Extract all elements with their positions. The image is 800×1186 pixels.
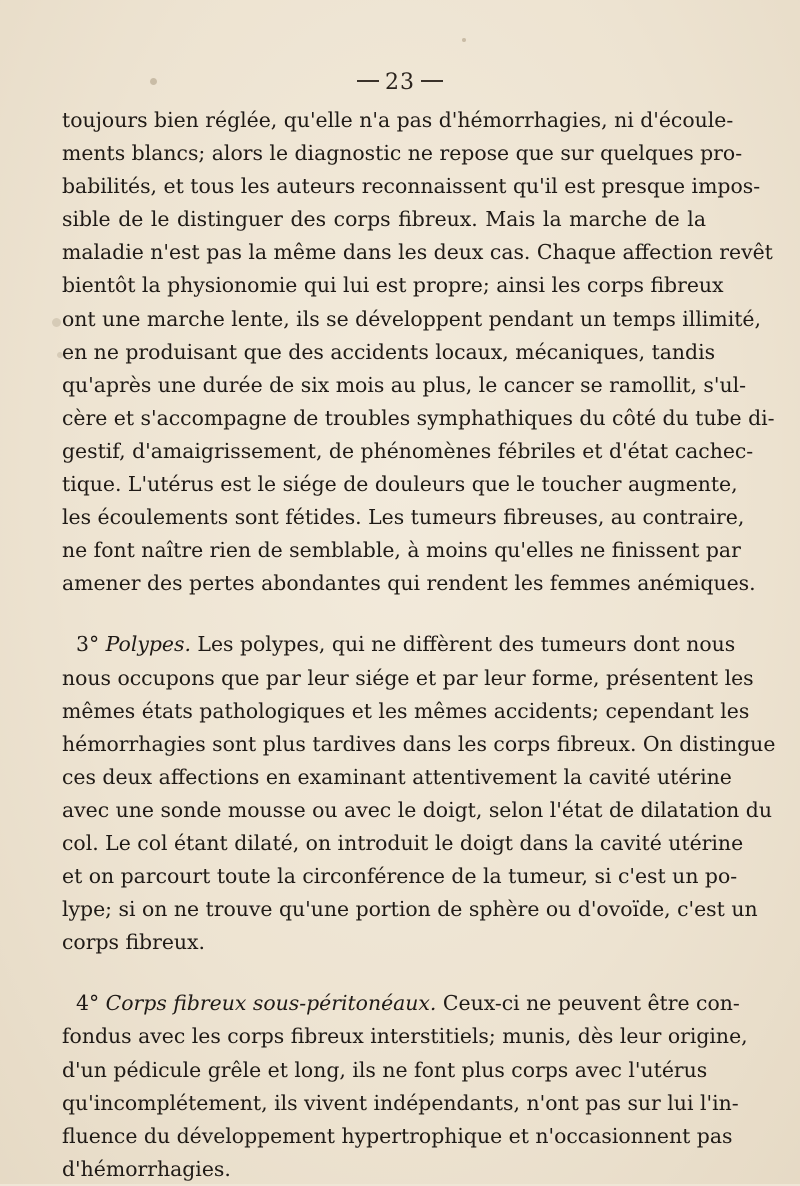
paragraph-cancer	[62, 104, 775, 600]
text-line: les écoulements sont fétides. Les tumeurs fibreuses, au contraire,	[62, 505, 745, 530]
paper-spot	[52, 318, 61, 327]
text-line: d'un pédicule grêle et long, ils ne font plus corps avec l'utérus	[62, 1057, 708, 1082]
section-title: Polypes.	[105, 632, 191, 657]
text-line: fluence du développement hypertrophique et n'occasionnent pas	[62, 1123, 733, 1148]
paragraph-gap	[62, 600, 706, 628]
section-title: Corps fibreux sous-péritonéaux.	[105, 991, 437, 1016]
paragraph-gap	[62, 959, 706, 987]
section-number: 3°	[76, 632, 100, 657]
text-line: gestif, d'amaigrissement, de phénomènes fébriles et d'état cachec-	[62, 438, 754, 463]
text-line: ne font naître rien de semblable, à moins qu'elles ne finissent par	[62, 538, 741, 563]
paper-spot	[462, 38, 466, 42]
text-line: ces deux affections en examinant attentivement la cavité utérine	[62, 764, 732, 789]
text-line: ments blancs; alors le diagnostic ne repose que sur quelques pro-	[62, 141, 743, 166]
text-line: bientôt la physionomie qui lui est propre; ainsi les corps fibreux	[62, 273, 724, 298]
section-heading-line	[62, 987, 740, 1020]
text-line: amener des pertes abondantes qui rendent les femmes anémiques.	[62, 571, 756, 596]
text-line: hémorrhagies sont plus tardives dans les corps fibreux. On distingue	[62, 731, 776, 756]
text-line: mêmes états pathologiques et les mêmes accidents; cependant les	[62, 698, 750, 723]
page-number: 23	[385, 70, 415, 95]
text-line: avec une sonde mousse ou avec le doigt, selon l'état de dilatation du	[62, 797, 772, 822]
text-line: en ne produisant que des accidents locaux, mécaniques, tandis	[62, 339, 716, 364]
text-line: qu'après une durée de six mois au plus, le cancer se ramollit, s'ul-	[62, 372, 747, 397]
text-line: corps fibreux.	[62, 930, 206, 955]
text-line: ont une marche lente, ils se développent pendant un temps illimité,	[62, 306, 761, 331]
text-line: tique. L'utérus est le siége de douleurs que le toucher augmente,	[62, 472, 738, 497]
text-line: babilités, et tous les auteurs reconnaissent qu'il est presque impos-	[62, 174, 761, 199]
paragraph-corps-fibreux	[62, 987, 748, 1186]
text-line: cère et s'accompagne de troubles symphathiques du côté du tube di-	[62, 405, 775, 430]
header-dash-left	[357, 80, 379, 82]
text-line: qu'incomplétement, ils vivent indépendants, n'ont pas sur lui l'in-	[62, 1090, 739, 1115]
text-line: toujours bien réglée, qu'elle n'a pas d'hémorrhagies, ni d'écoule-	[62, 108, 734, 132]
section-heading-line	[62, 628, 736, 661]
text-line: fondus avec les corps fibreux interstitiels; munis, dès leur origine,	[62, 1024, 748, 1049]
text-line: maladie n'est pas la même dans les deux cas. Chaque affection revêt	[62, 240, 773, 265]
text-line: Ceux-ci ne peuvent être con-	[442, 991, 740, 1016]
paragraph-polypes	[62, 628, 776, 959]
text-line: nous occupons que par leur siége et par leur forme, présentent les	[62, 665, 754, 690]
section-number: 4°	[76, 991, 100, 1016]
body-text	[62, 104, 776, 1186]
header-dash-right	[421, 80, 443, 82]
text-line: sible de le distinguer des corps fibreux. Mais la marche de la	[62, 207, 706, 232]
text-line: Les polypes, qui ne diffèrent des tumeurs dont nous	[197, 632, 736, 657]
text-line: col. Le col étant dilaté, on introduit le doigt dans la cavité utérine	[62, 830, 744, 855]
page-header	[0, 70, 800, 95]
text-line: d'hémorrhagies.	[62, 1156, 231, 1181]
text-line: et on parcourt toute la circonférence de la tumeur, si c'est un po-	[62, 864, 738, 889]
text-line: lype; si on ne trouve qu'une portion de sphère ou d'ovoïde, c'est un	[62, 897, 758, 922]
